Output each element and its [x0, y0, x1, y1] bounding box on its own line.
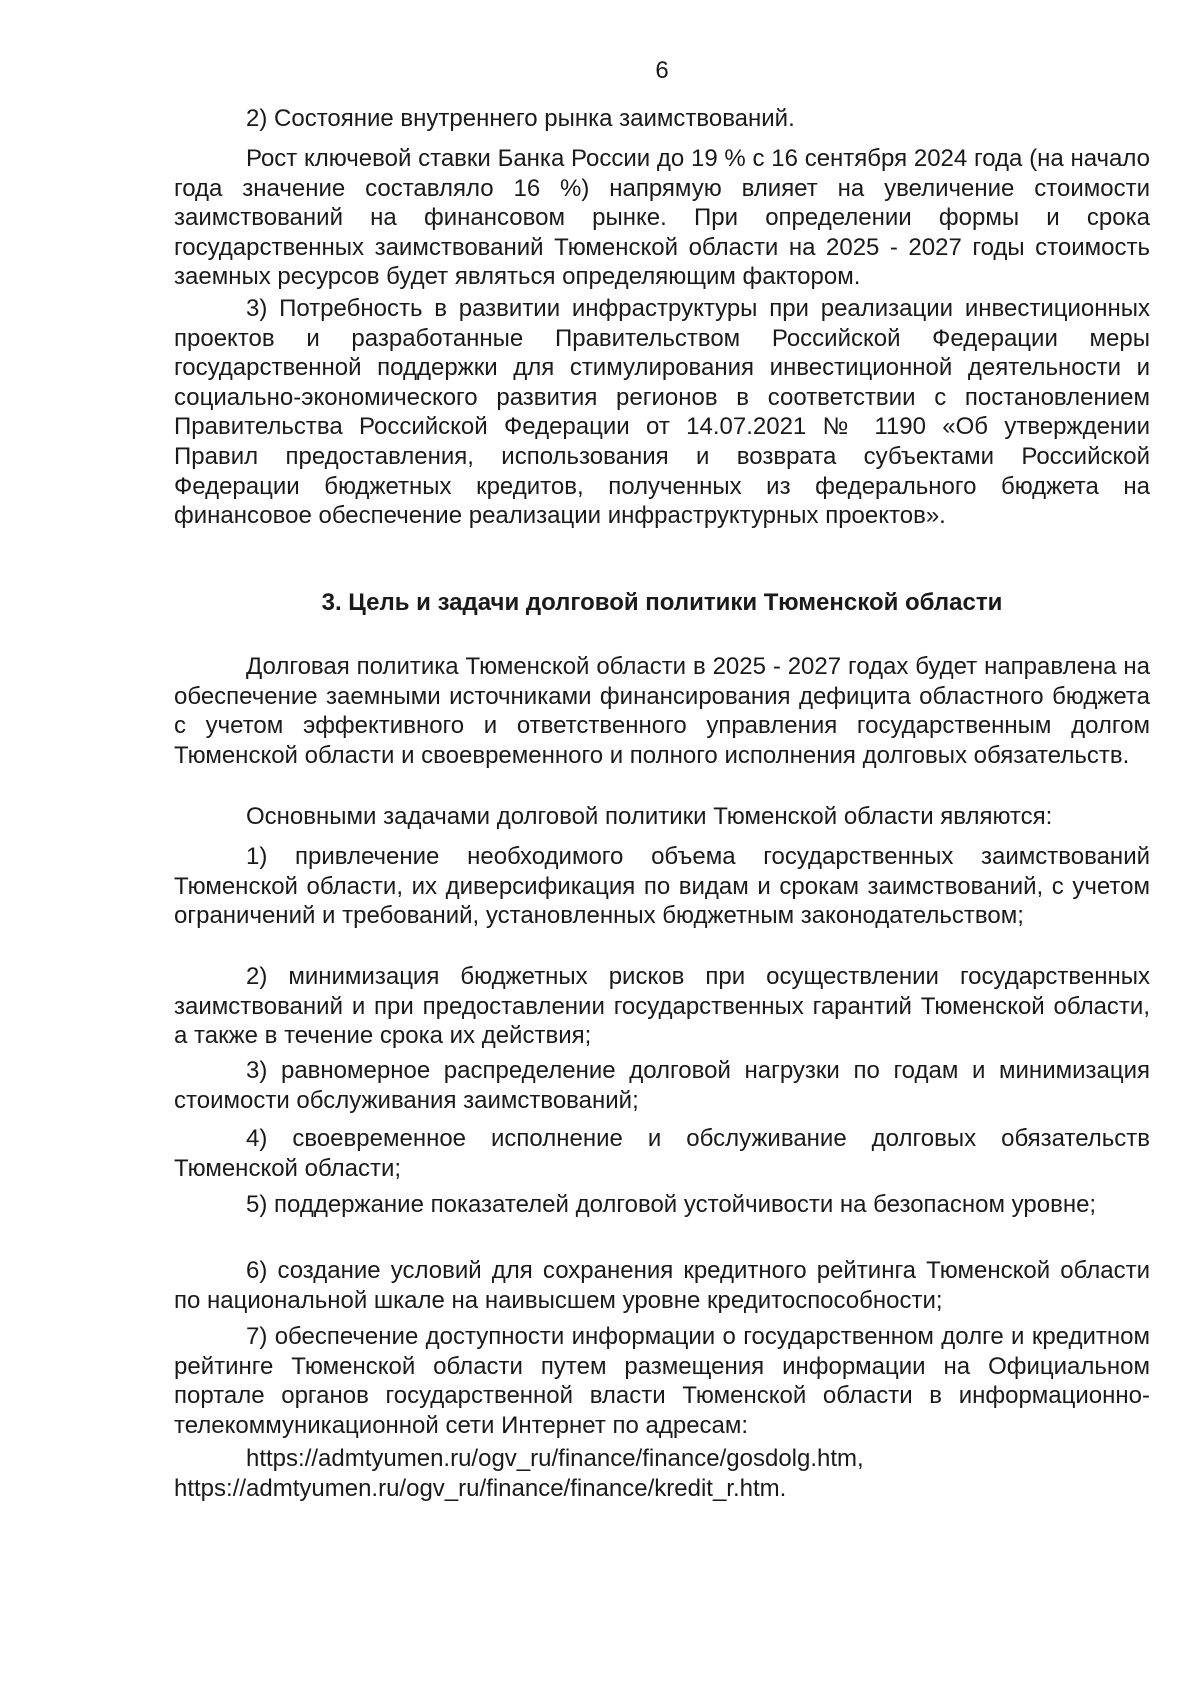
- task-item-7: 7) обеспечение доступности информации о государственном долге и кредитном рейтинге Тюменской области путем размещения информации на Официальном портале органов государственной власти Тюменской области в информационно-телекоммуникационной сети Интернет по адресам:: [174, 1323, 1150, 1439]
- url-kredit-link[interactable]: https://admtyumen.ru/ogv_ru/finance/finance/kredit_r.htm.: [174, 1474, 787, 1502]
- task-item-6: 6) создание условий для сохранения кредитного рейтинга Тюменской области по национальной шкале на наивысшем уровне кредитоспособности;: [174, 1257, 1150, 1314]
- task-item-5: 5) поддержание показателей долговой устойчивости на безопасном уровне;: [246, 1191, 1097, 1218]
- task-item-1: 1) привлечение необходимого объема государственных заимствований Тюменской области, их диверсификация по видам и срокам заимствований, с учетом ограничений и требований, установленных бюджетным законодательством;: [174, 843, 1150, 930]
- task-item-3: 3) равномерное распределение долговой нагрузки по годам и минимизация стоимости обслуживания заимствований;: [174, 1057, 1150, 1114]
- task-item-2: 2) минимизация бюджетных рисков при осуществлении государственных заимствований и при предоставлении государственных гарантий Тюменской области, а также в течение срока их действия;: [174, 963, 1150, 1050]
- url-gosdolg-link[interactable]: https://admtyumen.ru/ogv_ru/finance/finance/gosdolg.htm,: [246, 1445, 864, 1472]
- url-list: [174, 1444, 1150, 1503]
- item-2-title: 2) Состояние внутреннего рынка заимствований.: [246, 105, 795, 132]
- task-item-4: 4) своевременное исполнение и обслуживание долговых обязательств Тюменской области;: [174, 1125, 1150, 1182]
- section-3-intro: Долговая политика Тюменской области в 2025 - 2027 годах будет направлена на обеспечение заемными источниками финансирования дефицита областного бюджета с учетом эффективного и ответственного управления государственным долгом Тюменской области и своевременного и полного исполнения долговых обязательств.: [174, 653, 1150, 769]
- page-number: 6: [655, 57, 669, 84]
- section-3-heading: 3. Цель и задачи долговой политики Тюменской области: [321, 589, 1003, 616]
- item-3-paragraph: 3) Потребность в развитии инфраструктуры при реализации инвестиционных проектов и разработанные Правительством Российской Федерации меры государственной поддержки для стимулирования инвестиционной деятельности и социально-экономического развития регионов в соответствии с постановлением Правительства Российской Федерации от 14.07.2021 № 1190 «Об утверждении Правил предоставления, использования и возврата субъектами Российской Федерации бюджетных кредитов, полученных из федерального бюджета на финансовое обеспечение реализации инфраструктурных проектов».: [174, 295, 1150, 530]
- tasks-lead: Основными задачами долговой политики Тюменской области являются:: [246, 803, 1053, 830]
- item-2-paragraph: Рост ключевой ставки Банка России до 19 % с 16 сентября 2024 года (на начало года значение составляло 16 %) напрямую влияет на увеличение стоимости заимствований на финансовом рынке. При определении формы и срока государственных заимствований Тюменской области на 2025 - 2027 годы стоимость заемных ресурсов будет являться определяющим фактором.: [174, 145, 1150, 291]
